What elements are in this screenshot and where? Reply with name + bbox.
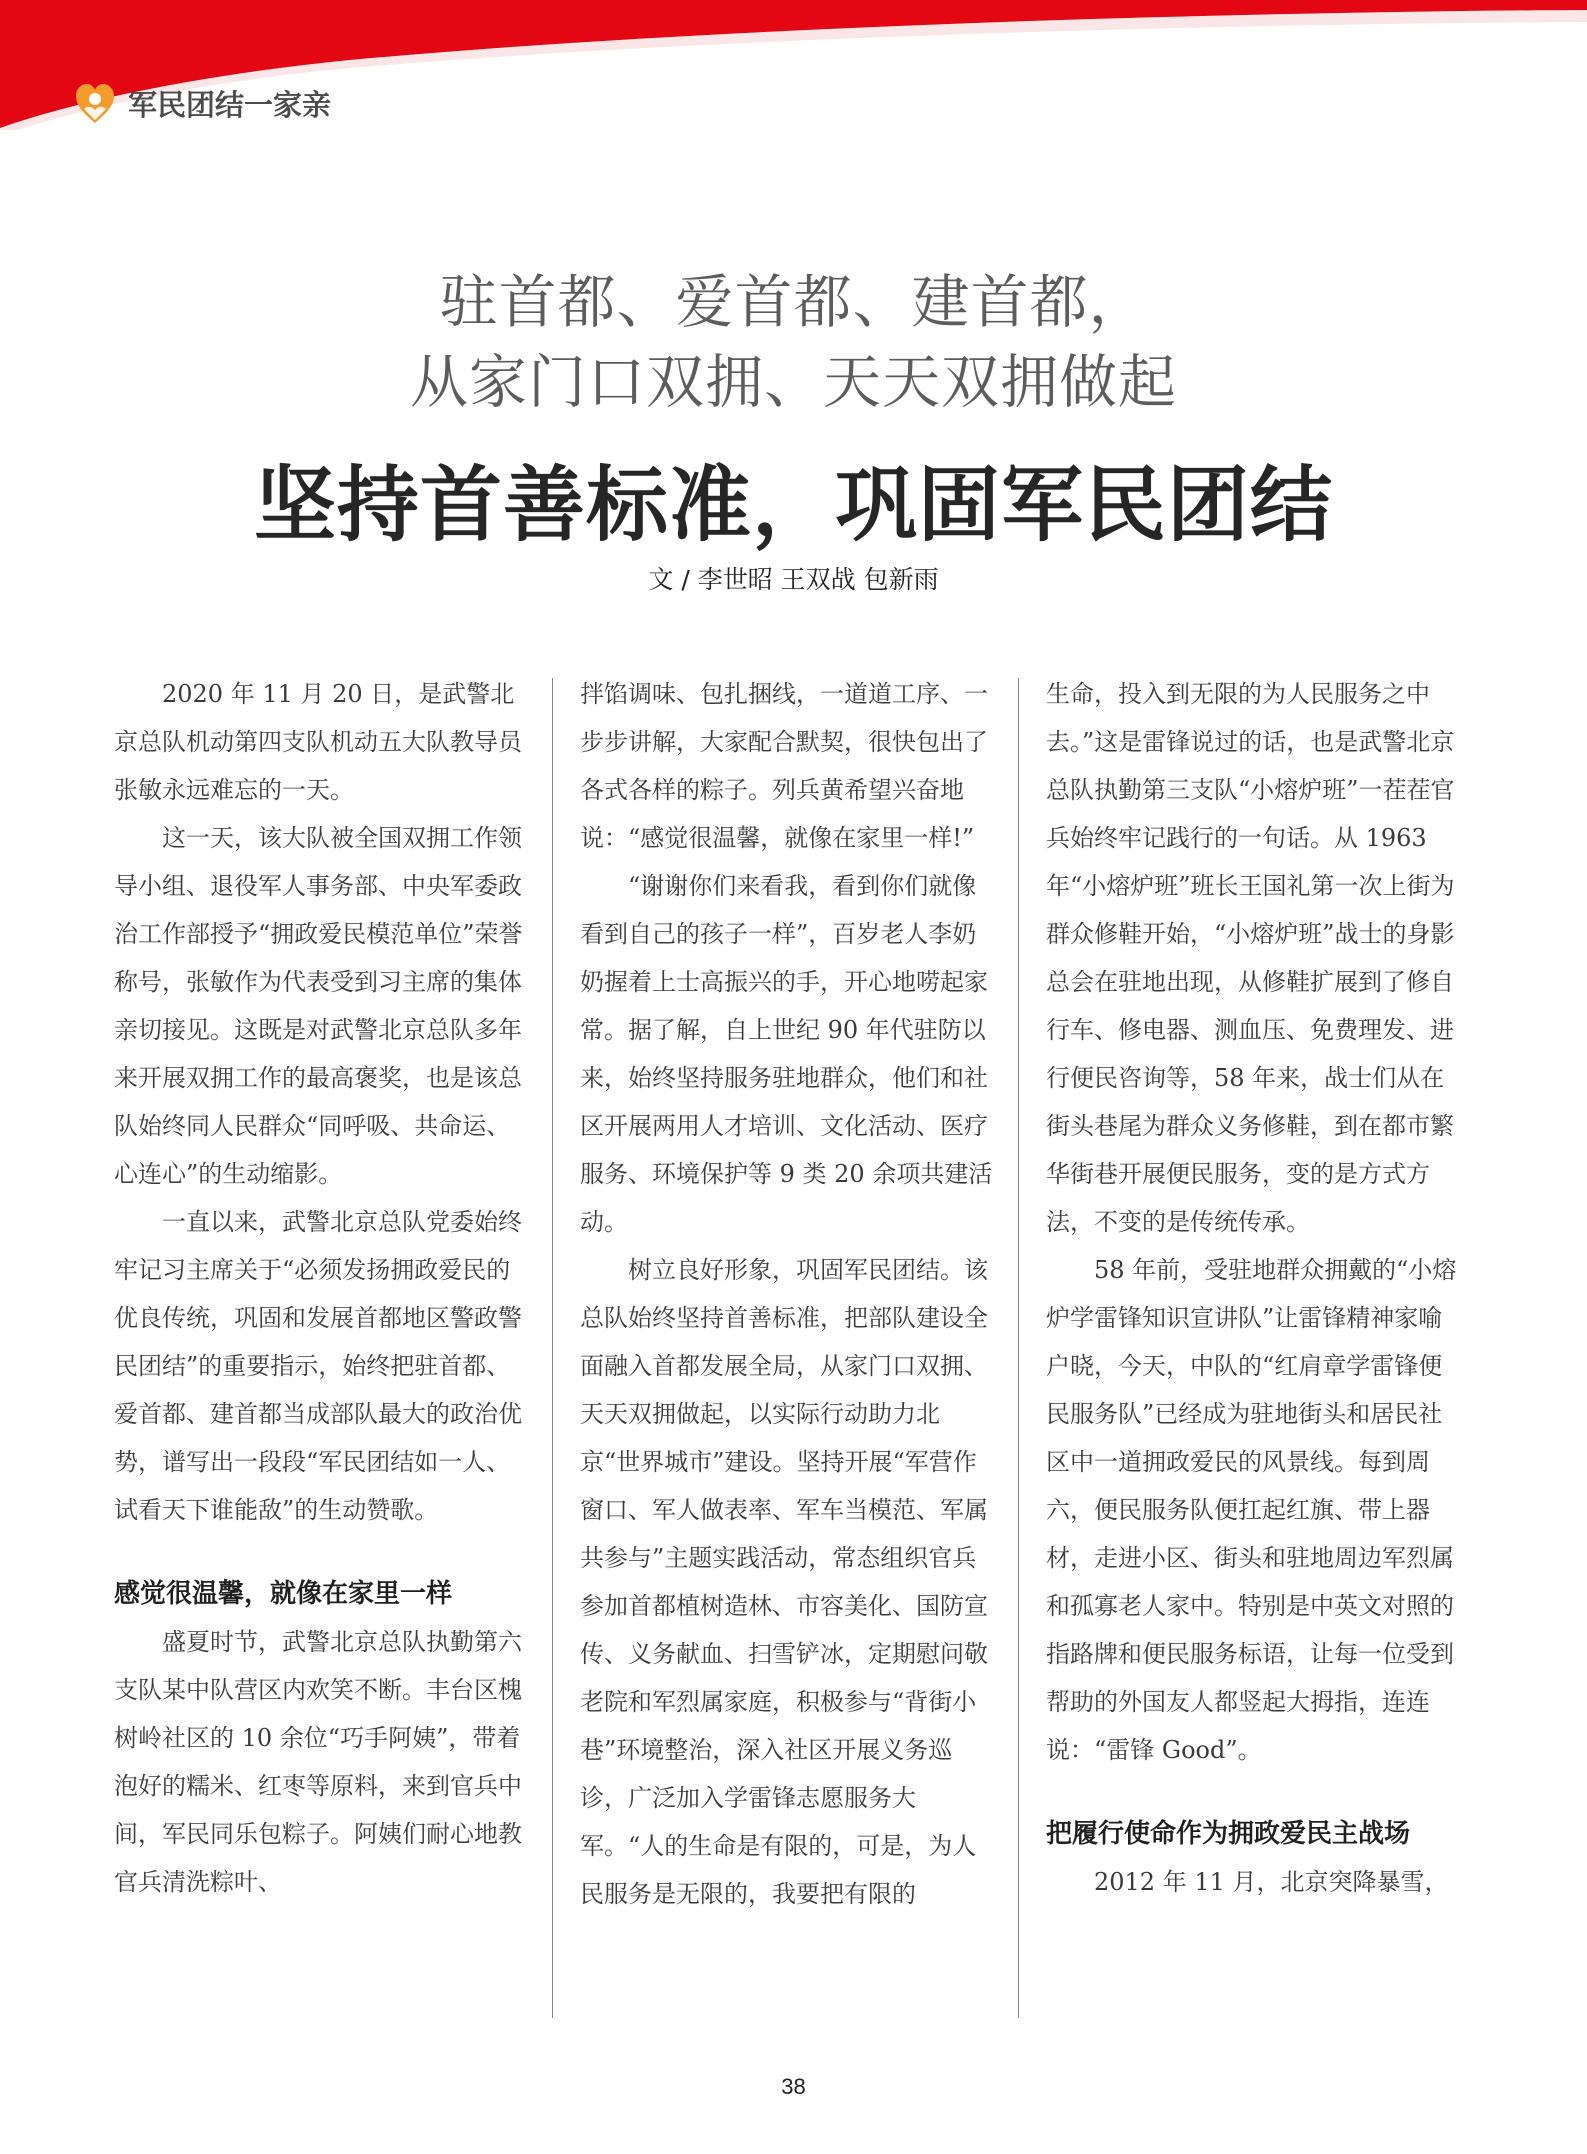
kicker-line-2: 从家门口双拥、天天双拥做起 <box>409 348 1177 416</box>
section-title: 军民团结一家亲 <box>128 87 332 122</box>
paragraph: 2012 年 11 月，北京突降暴雪， <box>1094 1868 1449 1896</box>
paragraph: 58 年前，受驻地群众拥戴的“小熔炉学雷锋知识宣讲队”让雷锋精神家喻户晓，今天，中队的“红肩章学雷锋便民服务队”已经成为驻地街头和居民社区中一道拥政爱民的风景线。每到周六，便民服务队便扛起红旗、带上器材，走进小区、街头和驻地周边军烈属和孤寡老人家中。特别是中英文对照的指路牌和便民服务标语，让每一位受到帮助的外国友人都竖起大拇指，连连说：“雷锋 Good”。 <box>1046 1256 1457 1764</box>
paragraph: 树立良好形象，巩固军民团结。该总队始终坚持首善标准，把部队建设全面融入首都发展全局，从家门口双拥、天天双拥做起，以实际行动助力北京“世界城市”建设。坚持开展“军营作窗口、军人做表率、军车当模范、军属共参与”主题实践活动，常态组织官兵参加首都植树造林、市容美化、国防宣传、义务献血、扫雪铲冰，定期慰问敬老院和军烈属家庭，积极参与“背街小巷”环境整治，深入社区开展义务巡诊，广泛加入学雷锋志愿服务大军。“人的生命是有限的，可是，为人民服务是无限的，我要把有限的 <box>580 1256 988 1908</box>
column-3 <box>1046 670 1466 1906</box>
kicker-line-1: 驻首都、爱首都、建首都， <box>439 268 1148 336</box>
paragraph: 拌馅调味、包扎捆线，一道道工序、一步步讲解，大家配合默契，很快包出了各式各样的粽子。列兵黄希望兴奋地说：“感觉很温馨，就像在家里一样!” <box>580 680 988 852</box>
article-title: 坚持首善标准，巩固军民团结 <box>253 458 1333 553</box>
paragraph: 这一天，该大队被全国双拥工作领导小组、退役军人事务部、中央军委政治工作部授予“拥政爱民模范单位”荣誉称号，张敏作为代表受到习主席的集体亲切接见。这既是对武警北京总队多年来开展双拥工作的最高褒奖，也是该总队始终同人民群众“同呼吸、共命运、心连心”的生动缩影。 <box>114 824 523 1188</box>
paragraph: 盛夏时节，武警北京总队执勤第六支队某中队营区内欢笑不断。丰台区槐树岭社区的 10 余位“巧手阿姨”，带着泡好的糯米、红枣等原料，来到官兵中间，军民同乐包粽子。阿姨们耐心地教官兵清洗粽叶、 <box>114 1628 522 1896</box>
column-2 <box>580 670 1000 1918</box>
subheading: 感觉很温馨，就像在家里一样 <box>114 1579 453 1609</box>
subheading: 把履行使命作为拥政爱民主战场 <box>1046 1819 1411 1849</box>
heart-hands-logo-icon <box>72 79 118 127</box>
column-divider-2 <box>1018 678 1019 2018</box>
paragraph: “谢谢你们来看我，看到你们就像看到自己的孩子一样”，百岁老人李奶奶握着上士高振兴的手，开心地唠起家常。据了解，自上世纪 90 年代驻防以来，始终坚持服务驻地群众，他们和社区开展两用人才培训、文化活动、医疗服务、环境保护等 9 类 20 余项共建活动。 <box>580 872 993 1236</box>
byline: 文 / 李世昭 王双战 包新雨 <box>648 565 939 594</box>
paragraph: 一直以来，武警北京总队党委始终牢记习主席关于“必须发扬拥政爱民的优良传统，巩固和发展首都地区警政警民团结”的重要指示，始终把驻首都、爱首都、建首都当成部队最大的政治优势，谱写出一段段“军民团结如一人、试看天下谁能敌”的生动赞歌。 <box>114 1208 522 1524</box>
paragraph: 生命，投入到无限的为人民服务之中去。”这是雷锋说过的话，也是武警北京总队执勤第三支队“小熔炉班”一茬茬官兵始终牢记践行的一句话。从 1963 年“小熔炉班”班长王国礼第一次上街为群众修鞋开始，“小熔炉班”战士的身影总会在驻地出现，从修鞋扩展到了修自行车、修电器、测血压、免费理发、进行便民咨询等，58 年来，战士们从在街头巷尾为群众义务修鞋，到在都市繁华街巷开展便民服务，变的是方式方法，不变的是传统传承。 <box>1046 680 1455 1236</box>
column-1 <box>114 670 534 1906</box>
column-divider-1 <box>552 678 553 2018</box>
page-number: 38 <box>781 2074 806 2099</box>
section-header <box>72 78 331 128</box>
paragraph: 2020 年 11 月 20 日，是武警北京总队机动第四支队机动五大队教导员张敏永远难忘的一天。 <box>114 680 522 804</box>
